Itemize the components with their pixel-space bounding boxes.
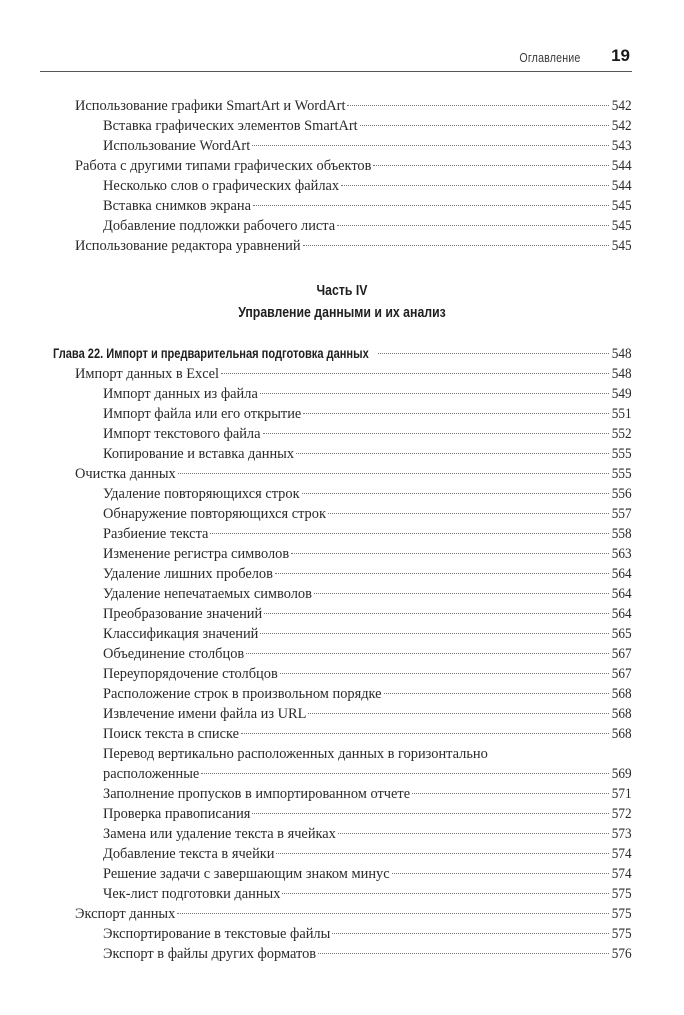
toc-entry-page: 542: [612, 118, 632, 134]
toc-entry[interactable]: [0, 864, 632, 884]
toc-entry-label: Очистка данных: [75, 466, 176, 482]
dot-leader: [260, 393, 610, 394]
toc-entry-page: 543: [612, 138, 632, 154]
dot-leader: [275, 573, 610, 574]
toc-entry[interactable]: [0, 724, 632, 744]
toc-entry[interactable]: [0, 844, 632, 864]
toc-entry[interactable]: [0, 424, 632, 444]
toc-entry[interactable]: [0, 944, 632, 964]
toc-entry-page: 575: [612, 906, 632, 922]
toc-entry-page: 544: [612, 178, 632, 194]
part-number: Часть IV: [316, 282, 368, 299]
toc-entry-label: Расположение строк в произвольном порядке: [103, 686, 382, 702]
dot-leader: [252, 813, 609, 814]
toc-entry[interactable]: [0, 96, 632, 116]
toc-entry-page: 568: [612, 686, 632, 702]
toc-entry-label: Решение задачи с завершающим знаком минус: [103, 866, 390, 882]
toc-entry-label: Заполнение пропусков в импортированном отчете: [103, 786, 411, 802]
toc-entry[interactable]: [0, 824, 632, 844]
toc-entry[interactable]: [0, 684, 632, 704]
toc-entry-label: Извлечение имени файла из URL: [103, 706, 307, 722]
toc-entry-page: 568: [612, 726, 632, 742]
dot-leader: [303, 413, 609, 414]
toc-entry[interactable]: [0, 136, 632, 156]
toc-entry[interactable]: [0, 524, 632, 544]
toc-entry-page: 571: [612, 786, 632, 802]
toc-entry-page: 567: [612, 646, 632, 662]
toc-entry-label: Вставка графических элементов SmartArt: [103, 118, 358, 134]
chapter-label: Глава 22. Импорт и предварительная подготовка данных: [53, 346, 369, 361]
toc-entry-label: Замена или удаление текста в ячейках: [103, 826, 336, 842]
toc-entry[interactable]: [0, 924, 632, 944]
toc-entry-page: 573: [612, 826, 632, 842]
toc-entry-label: Несколько слов о графических файлах: [103, 178, 340, 194]
part-heading: [0, 280, 684, 324]
toc-entry-label: Удаление непечатаемых символов: [103, 586, 312, 602]
toc-entry[interactable]: [0, 884, 632, 904]
toc-entry-label: Экспорт данных: [75, 906, 176, 922]
toc-entry-page: 552: [612, 426, 632, 442]
toc-entry-label: Копирование и вставка данных: [103, 446, 295, 462]
toc-entry[interactable]: [0, 764, 632, 784]
dot-leader: [302, 493, 610, 494]
dot-leader: [280, 673, 610, 674]
toc-entry[interactable]: [0, 704, 632, 724]
toc-entry[interactable]: [0, 176, 632, 196]
running-head: [40, 44, 632, 72]
toc-entry[interactable]: [0, 444, 632, 464]
toc-entry-label: Импорт текстового файла: [103, 426, 261, 442]
toc-entry[interactable]: [0, 504, 632, 524]
toc-entry-label: Вставка снимков экрана: [103, 198, 251, 214]
toc-entry-page: 551: [612, 406, 632, 422]
toc-entry-label: Работа с другими типами графических объектов: [75, 158, 372, 174]
toc-entry-label: Использование редактора уравнений: [75, 238, 301, 254]
toc-entry-page: 555: [612, 466, 632, 482]
toc-entry-page: 542: [612, 98, 632, 114]
toc-entry-page: 545: [612, 238, 632, 254]
dot-leader: [314, 593, 609, 594]
toc-entry[interactable]: [0, 384, 632, 404]
toc-entry[interactable]: [0, 236, 632, 256]
dot-leader: [264, 613, 609, 614]
toc-entry[interactable]: [0, 804, 632, 824]
toc-entry[interactable]: [0, 904, 632, 924]
toc-chapter-entry[interactable]: [0, 344, 632, 364]
toc-entry[interactable]: [0, 404, 632, 424]
toc-entry[interactable]: [0, 624, 632, 644]
chapter-page: 548: [612, 346, 632, 362]
toc-entry[interactable]: [0, 156, 632, 176]
dot-leader: [201, 773, 609, 774]
part-title: Управление данными и их анализ: [238, 304, 446, 321]
toc-entry-page: 558: [612, 526, 632, 542]
dot-leader: [291, 553, 609, 554]
toc-entry-page: 548: [612, 366, 632, 382]
dot-leader: [296, 453, 609, 454]
toc-entry-label: Экспорт в файлы других форматов: [103, 946, 317, 962]
toc-entry-label: Удаление лишних пробелов: [103, 566, 273, 582]
dot-leader: [384, 693, 610, 694]
dot-leader: [412, 793, 609, 794]
toc-entry-label: Классификация значений: [103, 626, 259, 642]
toc-entry-page: 575: [612, 926, 632, 942]
toc-entry-label: Преобразование значений: [103, 606, 263, 622]
toc-entry-page: 545: [612, 218, 632, 234]
dot-leader: [263, 433, 610, 434]
toc-entry[interactable]: [0, 544, 632, 564]
toc-entry-page: 557: [612, 506, 632, 522]
toc-entry[interactable]: [0, 216, 632, 236]
dot-leader: [253, 205, 609, 206]
toc-entry-label: Использование WordArt: [103, 138, 251, 154]
toc-entry[interactable]: [0, 196, 632, 216]
toc-entry-label: Удаление повторяющихся строк: [103, 486, 300, 502]
toc-entry[interactable]: [0, 664, 632, 684]
dot-leader: [347, 105, 609, 106]
table-of-contents: [0, 96, 684, 964]
dot-leader: [241, 733, 609, 734]
dot-leader: [332, 933, 609, 934]
toc-entry[interactable]: [0, 464, 632, 484]
toc-entry-label: Импорт данных из файла: [103, 386, 258, 402]
dot-leader: [252, 145, 609, 146]
toc-entry-label: Проверка правописания: [103, 806, 251, 822]
dot-leader: [378, 353, 609, 354]
toc-entry-page: 574: [612, 846, 632, 862]
dot-leader: [177, 913, 609, 914]
dot-leader: [392, 873, 610, 874]
dot-leader: [338, 833, 610, 834]
toc-entry-page: 555: [612, 446, 632, 462]
toc-entry[interactable]: [0, 564, 632, 584]
toc-entry-label: Поиск текста в списке: [103, 726, 240, 742]
toc-entry[interactable]: [0, 484, 632, 504]
toc-entry-label: Обнаружение повторяющихся строк: [103, 506, 326, 522]
toc-entry-page: 572: [612, 806, 632, 822]
toc-entry-label: Переупорядочение столбцов: [103, 666, 278, 682]
toc-entry-page: 564: [612, 586, 632, 602]
toc-entry-page: 564: [612, 606, 632, 622]
toc-entry-page: 574: [612, 866, 632, 882]
page-number: 19: [611, 46, 630, 65]
dot-leader: [360, 125, 610, 126]
toc-entry-label: Использование графики SmartArt и WordArt: [75, 98, 346, 114]
toc-entry[interactable]: [0, 116, 632, 136]
dot-leader: [282, 893, 609, 894]
dot-leader: [303, 245, 610, 246]
toc-entry-page: 564: [612, 566, 632, 582]
dot-leader: [318, 953, 609, 954]
dot-leader: [308, 713, 609, 714]
toc-entry-label: Объединение столбцов: [103, 646, 245, 662]
dot-leader: [276, 853, 609, 854]
toc-entry[interactable]: [0, 644, 632, 664]
toc-entry-page: 575: [612, 886, 632, 902]
toc-entry-label-line1[interactable]: Перевод вертикально расположенных данных в горизонтально: [103, 746, 488, 762]
toc-entry-page: 544: [612, 158, 632, 174]
dot-leader: [328, 513, 609, 514]
dot-leader: [260, 633, 609, 634]
dot-leader: [210, 533, 609, 534]
dot-leader: [246, 653, 609, 654]
toc-entry-label: Импорт данных в Excel: [75, 366, 220, 382]
dot-leader: [178, 473, 610, 474]
dot-leader: [337, 225, 609, 226]
toc-entry-label: расположенные: [103, 766, 200, 782]
toc-entry-label: Добавление текста в ячейки: [103, 846, 275, 862]
toc-entry-page: 567: [612, 666, 632, 682]
toc-entry[interactable]: [0, 584, 632, 604]
toc-entry-label: Чек-лист подготовки данных: [103, 886, 281, 902]
toc-entry-page: 568: [612, 706, 632, 722]
toc-entry-page: 556: [612, 486, 632, 502]
running-head-title: Оглавление: [518, 50, 580, 65]
toc-entry-page: 565: [612, 626, 632, 642]
dot-leader: [341, 185, 609, 186]
toc-entry-label: Изменение регистра символов: [103, 546, 290, 562]
toc-entry-label: Импорт файла или его открытие: [103, 406, 302, 422]
toc-entry-label: Добавление подложки рабочего листа: [103, 218, 336, 234]
toc-entry-page: 563: [612, 546, 632, 562]
dot-leader: [221, 373, 609, 374]
toc-entry-label: Экспортирование в текстовые файлы: [103, 926, 331, 942]
toc-entry-label: Разбиение текста: [103, 526, 209, 542]
spacer: [0, 324, 684, 344]
toc-entry-page: 545: [612, 198, 632, 214]
toc-entry-page: 569: [612, 766, 632, 782]
toc-entry-page: 549: [612, 386, 632, 402]
toc-entry-page: 576: [612, 946, 632, 962]
dot-leader: [373, 165, 609, 166]
toc-entry[interactable]: [0, 604, 632, 624]
toc-entry[interactable]: [0, 364, 632, 384]
toc-entry[interactable]: [0, 784, 632, 804]
